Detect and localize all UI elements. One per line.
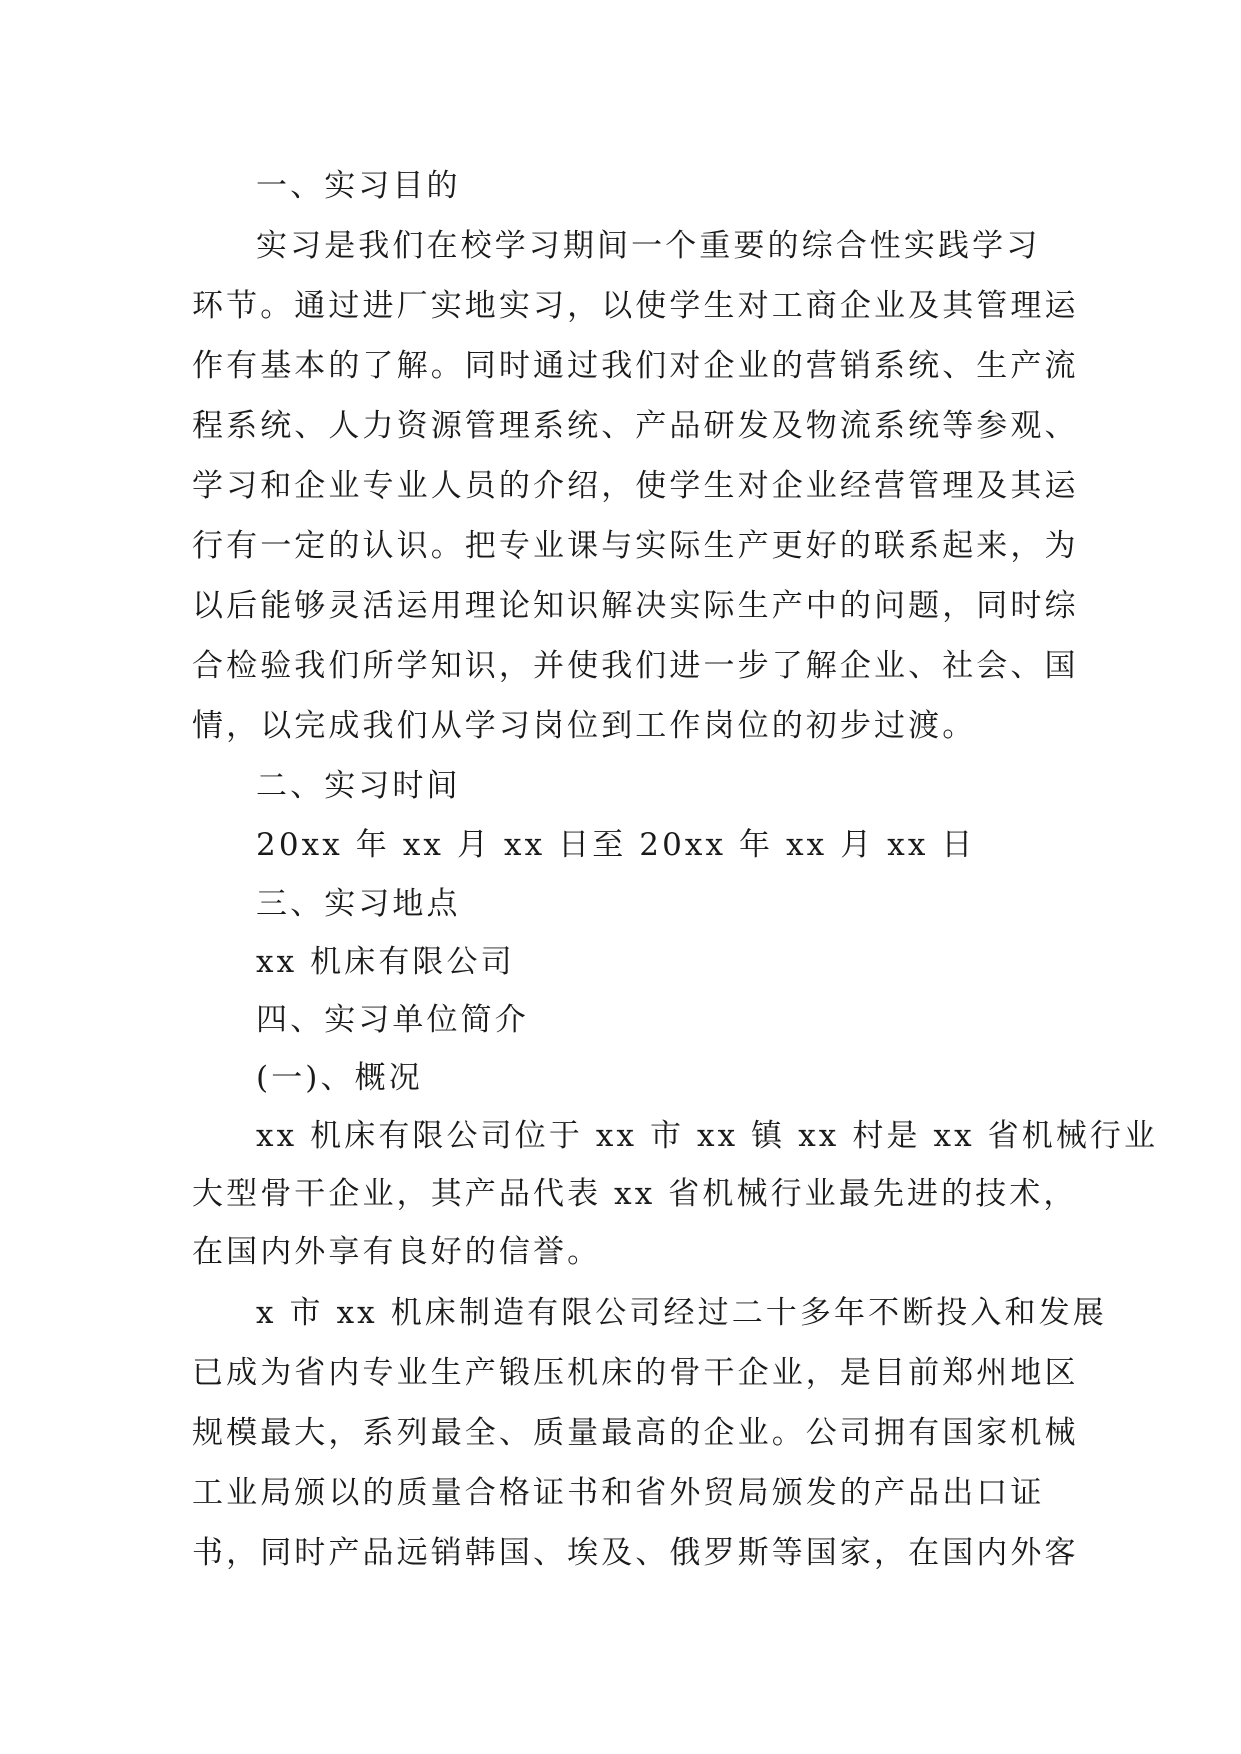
company-name: xx 机床有限公司	[256, 944, 515, 980]
subheading-overview: (一)、概况	[256, 1060, 423, 1096]
heading-time: 二、实习时间	[256, 768, 461, 804]
paragraph-line: 学习和企业专业人员的介绍，使学生对企业经营管理及其运	[192, 468, 1079, 504]
heading-purpose: 一、实习目的	[256, 168, 461, 204]
paragraph-line: 工业局颁以的质量合格证书和省外贸局颁发的产品出口证	[192, 1475, 1045, 1511]
paragraph-line: 情，以完成我们从学习岗位到工作岗位的初步过渡。	[192, 708, 977, 744]
paragraph-line: 以后能够灵活运用理论知识解决实际生产中的问题，同时综	[192, 588, 1079, 624]
paragraph-line: xx 机床有限公司位于 xx 市 xx 镇 xx 村是 xx 省机械行业	[256, 1118, 1159, 1154]
paragraph-line: x 市 xx 机床制造有限公司经过二十多年不断投入和发展	[256, 1295, 1107, 1331]
paragraph-line: 程系统、人力资源管理系统、产品研发及物流系统等参观、	[192, 408, 1079, 444]
paragraph-line: 书，同时产品远销韩国、埃及、俄罗斯等国家，在国内外客	[192, 1535, 1079, 1571]
paragraph-line: 在国内外享有良好的信誉。	[192, 1234, 602, 1270]
paragraph-line: 合检验我们所学知识，并使我们进一步了解企业、社会、国	[192, 648, 1079, 684]
heading-company-intro: 四、实习单位简介	[256, 1002, 529, 1038]
paragraph-line: 行有一定的认识。把专业课与实际生产更好的联系起来，为	[192, 528, 1079, 564]
date-range: 20xx 年 xx 月 xx 日至 20xx 年 xx 月 xx 日	[256, 827, 976, 863]
paragraph-line: 规模最大，系列最全、质量最高的企业。公司拥有国家机械	[192, 1415, 1079, 1451]
paragraph-line: 实习是我们在校学习期间一个重要的综合性实践学习	[256, 228, 1041, 264]
paragraph-line: 环节。通过进厂实地实习，以使学生对工商企业及其管理运	[192, 288, 1079, 324]
paragraph-line: 大型骨干企业，其产品代表 xx 省机械行业最先进的技术，	[192, 1176, 1078, 1212]
heading-location: 三、实习地点	[256, 886, 461, 922]
paragraph-line: 已成为省内专业生产锻压机床的骨干企业，是目前郑州地区	[192, 1355, 1079, 1391]
paragraph-line: 作有基本的了解。同时通过我们对企业的营销系统、生产流	[192, 348, 1079, 384]
